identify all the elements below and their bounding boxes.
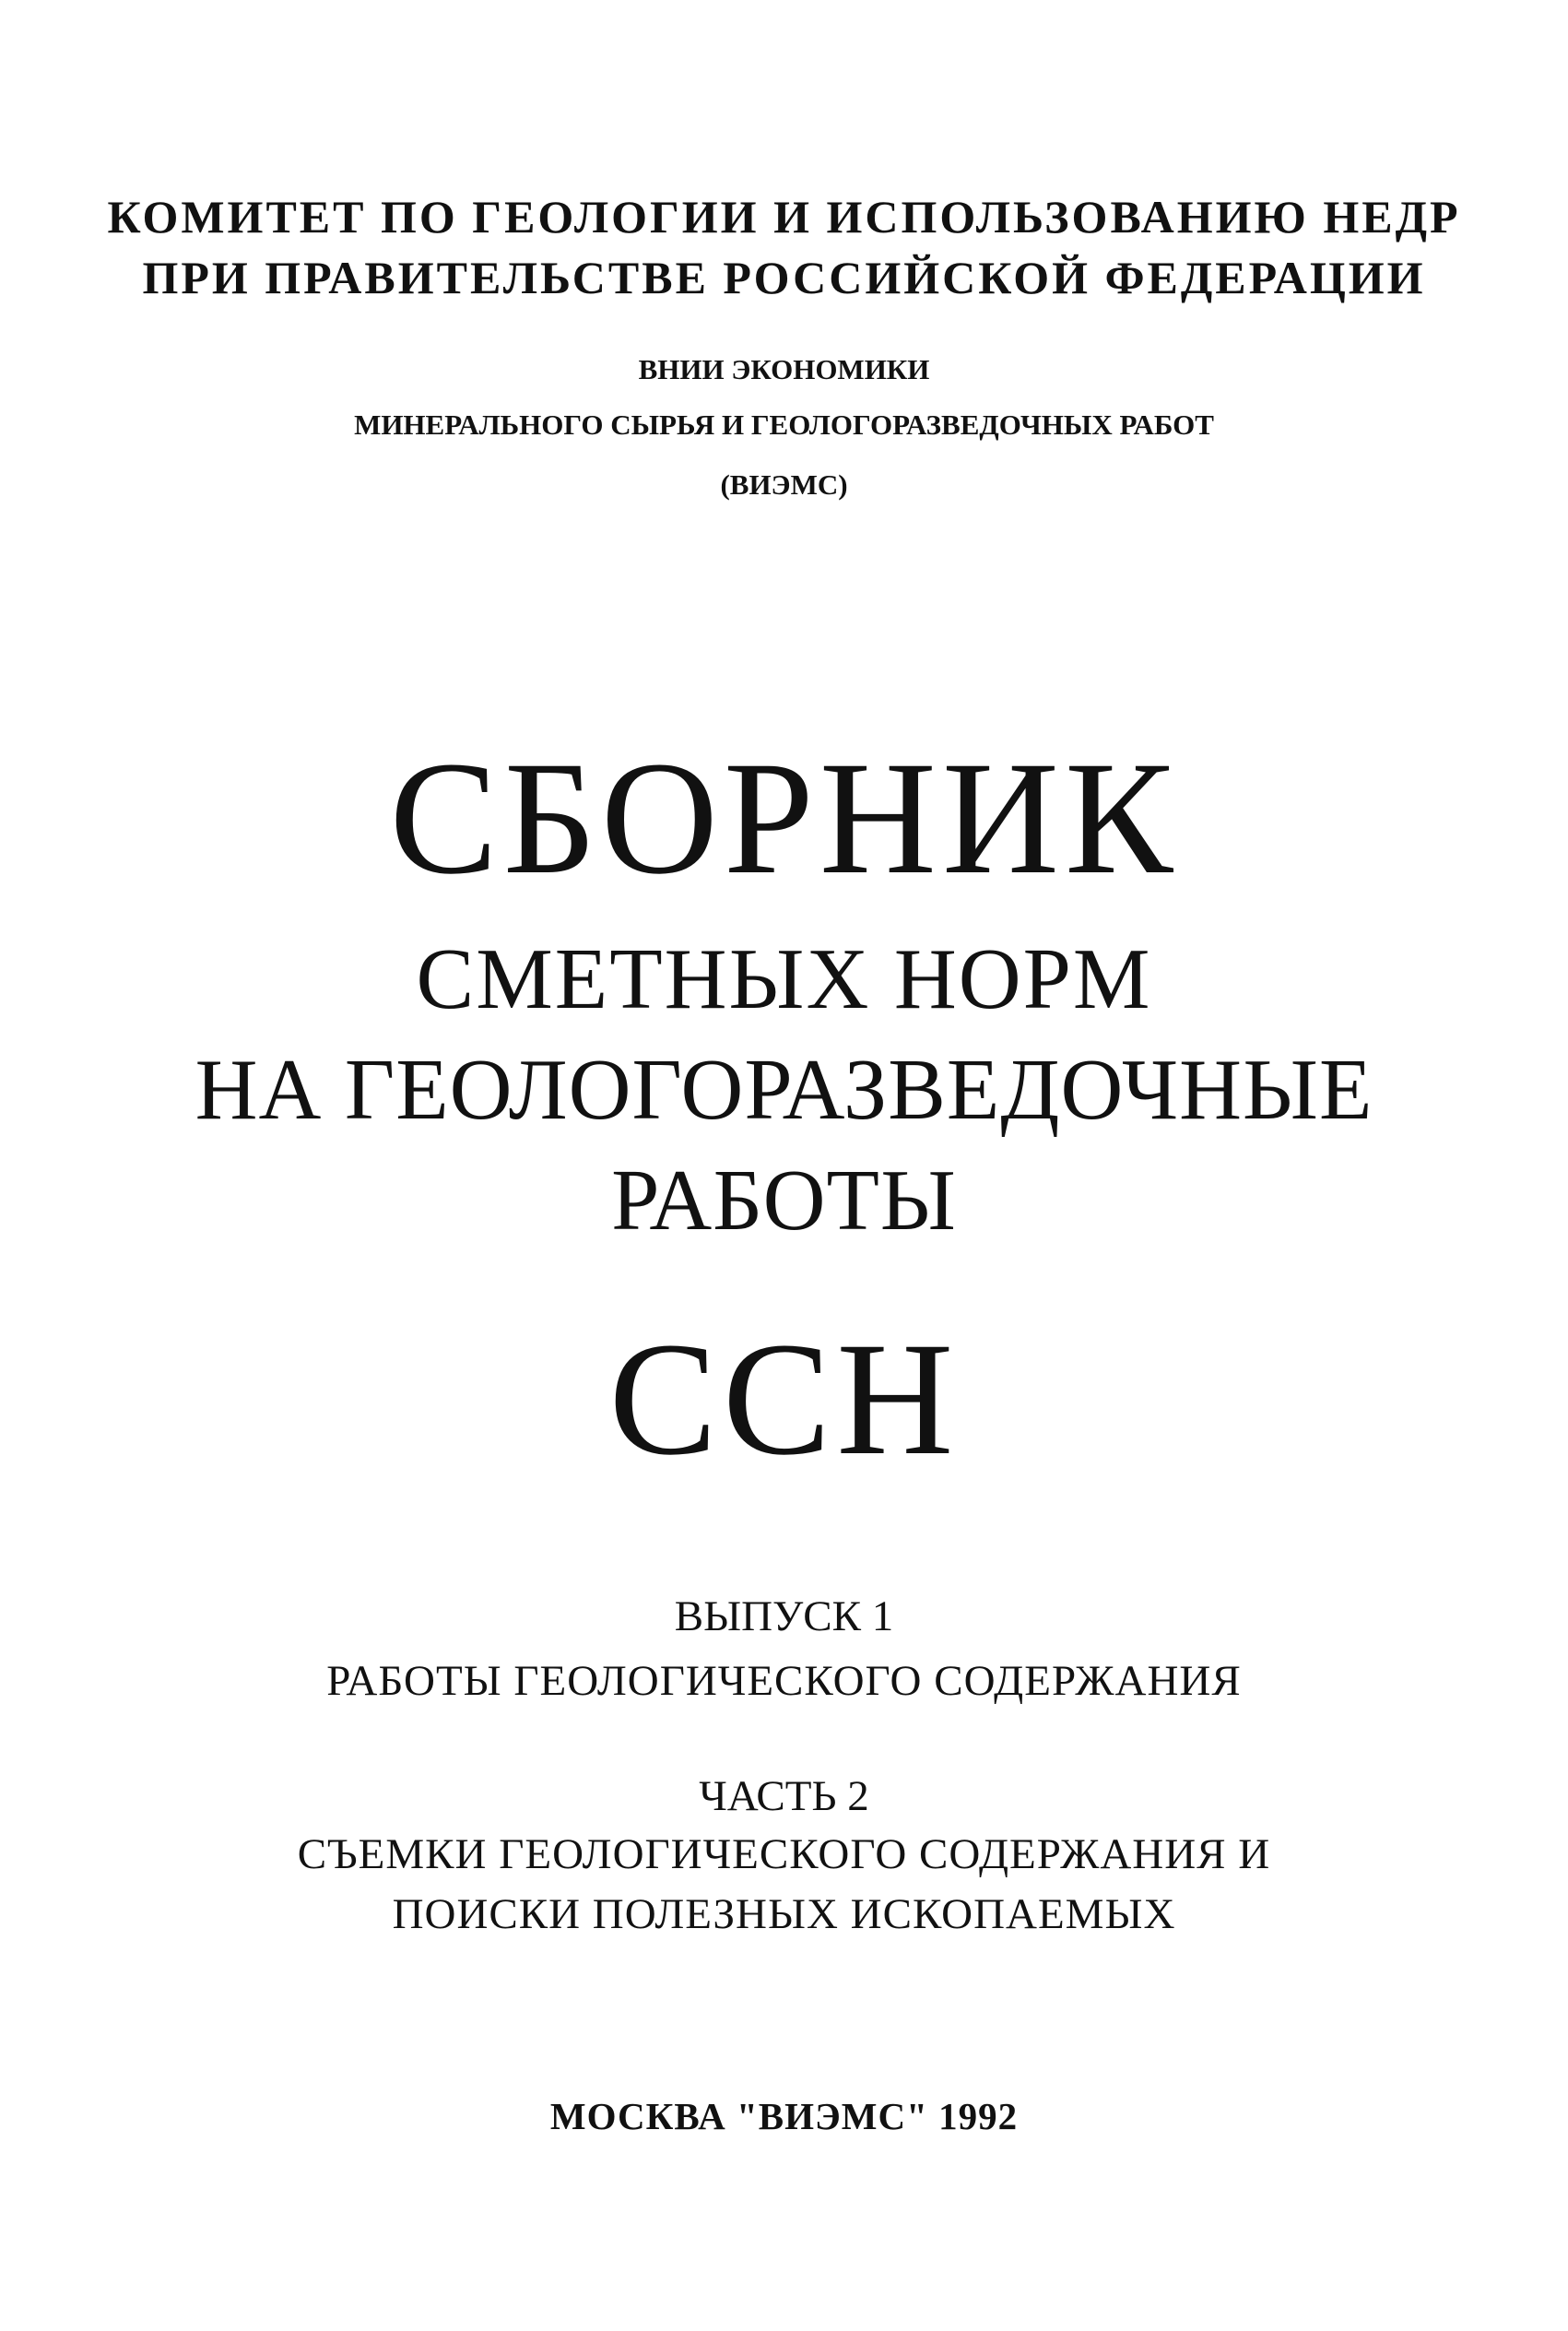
- document-abbreviation: ССН: [608, 1309, 960, 1489]
- part-number: ЧАСТЬ 2: [699, 1772, 869, 1820]
- issue-name: РАБОТЫ ГЕОЛОГИЧЕСКОГО СОДЕРЖАНИЯ: [326, 1657, 1242, 1705]
- document-title: СБОРНИК: [389, 728, 1179, 908]
- institute-abbreviation: (ВИЭМС): [720, 468, 848, 501]
- organization-line-2: ПРИ ПРАВИТЕЛЬСТВЕ РОССИЙСКОЙ ФЕДЕРАЦИИ: [142, 252, 1426, 303]
- part-name-line-2: ПОИСКИ ПОЛЕЗНЫХ ИСКОПАЕМЫХ: [392, 1890, 1176, 1938]
- institute-line-2: МИНЕРАЛЬНОГО СЫРЬЯ И ГЕОЛОГОРАЗВЕДОЧНЫХ РАБОТ: [354, 408, 1214, 441]
- organization-line-1: КОМИТЕТ ПО ГЕОЛОГИИ И ИСПОЛЬЗОВАНИЮ НЕДР: [107, 191, 1461, 243]
- document-subtitle-line-2: НА ГЕОЛОГОРАЗВЕДОЧНЫЕ: [195, 1042, 1373, 1138]
- part-name-line-1: СЪЕМКИ ГЕОЛОГИЧЕСКОГО СОДЕРЖАНИЯ И: [297, 1830, 1271, 1878]
- document-subtitle-line-1: СМЕТНЫХ НОРМ: [416, 931, 1152, 1027]
- publication-imprint: МОСКВА "ВИЭМС" 1992: [549, 2095, 1019, 2137]
- issue-number: ВЫПУСК 1: [674, 1592, 894, 1640]
- institute-line-1: ВНИИ ЭКОНОМИКИ: [638, 353, 930, 385]
- document-subtitle-line-3: РАБОТЫ: [611, 1153, 957, 1248]
